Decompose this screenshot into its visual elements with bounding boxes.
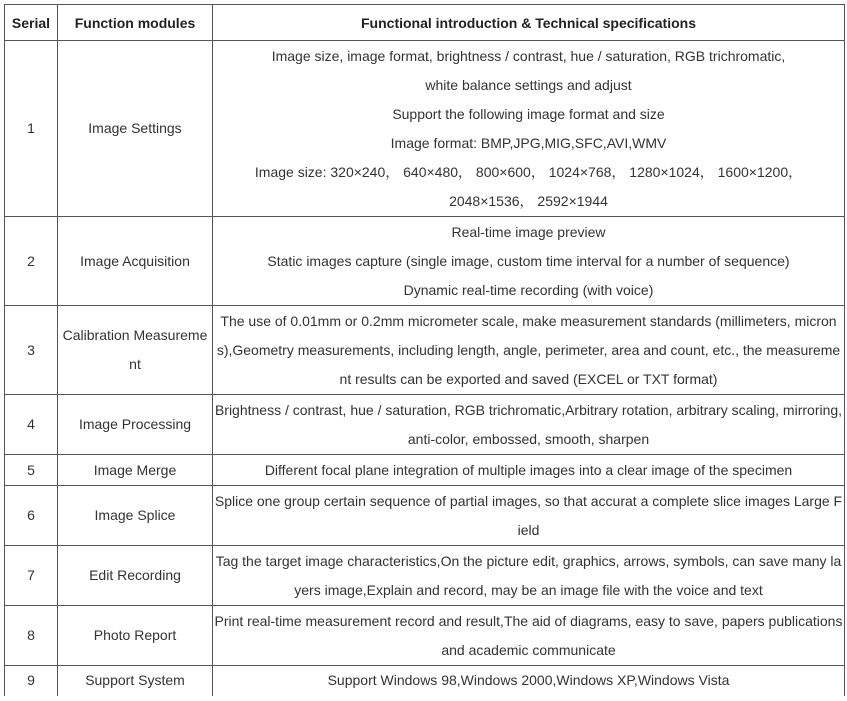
description-cell <box>213 606 845 666</box>
description-line: Dynamic real-time recording (with voice) <box>403 281 654 298</box>
description-line: Brightness / contrast, hue / saturation, RGB trichromatic,Arbitrary rotation, arbitrary scaling, mirroring, anti-color, embossed, smooth, sharpen <box>214 401 843 447</box>
table-row <box>5 41 845 217</box>
table-body <box>5 41 845 696</box>
description-cell <box>213 395 845 455</box>
spec-table <box>4 4 845 696</box>
description-cell <box>213 217 845 306</box>
description-line: Image size, image format, brightness / contrast, hue / saturation, RGB trichromatic, <box>271 47 786 64</box>
description-line: Real-time image preview <box>451 223 606 240</box>
module-cell: Image Acquisition <box>58 217 213 306</box>
description-cell <box>213 306 845 395</box>
table-row <box>5 486 845 546</box>
module-cell: Photo Report <box>58 606 213 666</box>
module-cell: Calibration Measurement <box>58 306 213 395</box>
table-row <box>5 666 845 696</box>
table-row <box>5 217 845 306</box>
module-cell: Image Settings <box>58 41 213 217</box>
serial-cell: 6 <box>5 486 58 546</box>
serial-cell: 3 <box>5 306 58 395</box>
table-row <box>5 455 845 486</box>
module-cell: Support System <box>58 666 213 696</box>
module-cell: Image Splice <box>58 486 213 546</box>
description-line: Image size: 320×240， 640×480， 800×600， 1024×768， 1280×1024， 1600×1200， <box>254 163 803 180</box>
module-cell: Edit Recording <box>58 546 213 606</box>
serial-cell: 1 <box>5 41 58 217</box>
table-row <box>5 306 845 395</box>
header-function-modules: Function modules <box>58 5 213 41</box>
serial-cell: 2 <box>5 217 58 306</box>
serial-cell: 4 <box>5 395 58 455</box>
module-cell: Image Processing <box>58 395 213 455</box>
description-line: Support Windows 98,Windows 2000,Windows XP,Windows Vista <box>327 672 730 689</box>
description-line: Static images capture (single image, custom time interval for a number of sequence) <box>267 252 790 269</box>
description-line: Image format: BMP,JPG,MIG,SFC,AVI,WMV <box>390 134 667 151</box>
table-header <box>5 5 845 41</box>
table-row <box>5 546 845 606</box>
description-line: 2048×1536， 2592×1944 <box>449 192 608 209</box>
header-row <box>5 5 845 41</box>
serial-cell: 7 <box>5 546 58 606</box>
serial-cell: 5 <box>5 455 58 486</box>
header-functional-introduction: Functional introduction & Technical specifications <box>213 5 845 41</box>
description-cell <box>213 486 845 546</box>
description-cell <box>213 41 845 217</box>
table-row <box>5 606 845 666</box>
description-cell <box>213 455 845 486</box>
description-line: Print real-time measurement record and result,The aid of diagrams, easy to save, papers publications and academic communicate <box>214 612 843 658</box>
description-line: Tag the target image characteristics,On the picture edit, graphics, arrows, symbols, can save many layers image,Explain and record, may be an image file with the voice and text <box>215 552 842 598</box>
serial-cell: 9 <box>5 666 58 696</box>
description-cell <box>213 666 845 696</box>
description-line: white balance settings and adjust <box>425 76 632 93</box>
serial-cell: 8 <box>5 606 58 666</box>
description-line: Different focal plane integration of multiple images into a clear image of the specimen <box>264 461 793 478</box>
table-row <box>5 395 845 455</box>
description-line: The use of 0.01mm or 0.2mm micrometer scale, make measurement standards (millimeters, microns),Geometry measurements, including length, angle, perimeter, area and count, etc., the measurement results can be exported and saved (EXCEL or TXT format) <box>216 312 841 387</box>
description-line: Splice one group certain sequence of partial images, so that accurat a complete slice images Large Field <box>214 492 843 538</box>
description-cell <box>213 546 845 606</box>
module-cell: Image Merge <box>58 455 213 486</box>
header-serial: Serial <box>5 5 58 41</box>
description-line: Support the following image format and size <box>392 105 665 122</box>
